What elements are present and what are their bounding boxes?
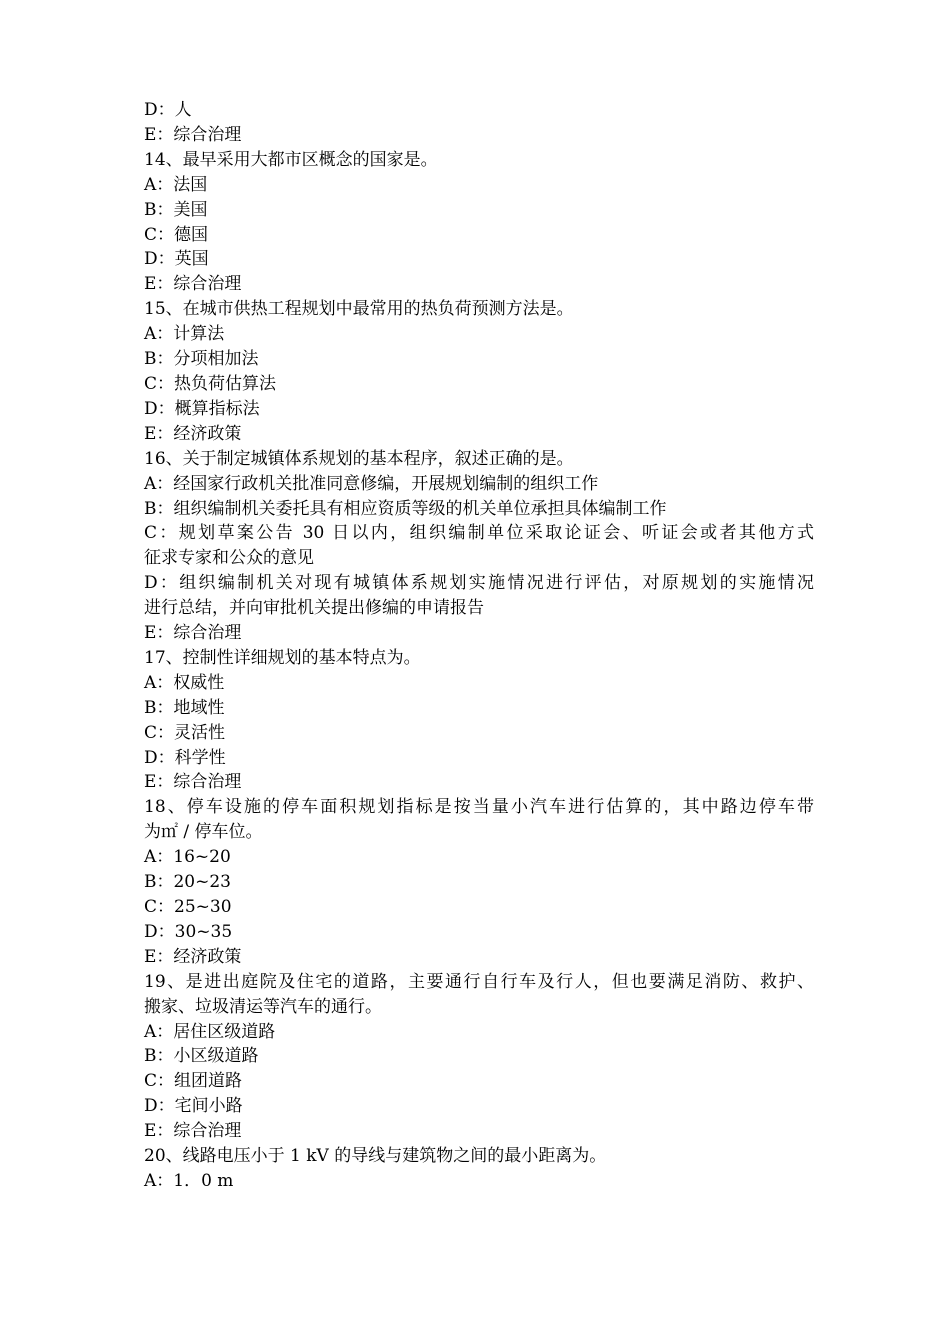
question-line: 17、控制性详细规划的基本特点为。 [144,647,421,668]
option-line: E：综合治理 [144,124,242,145]
option-line: B：分项相加法 [144,349,259,370]
option-line: C：热负荷估算法 [144,373,277,394]
question-line: 16、关于制定城镇体系规划的基本程序，叙述正确的是。 [144,448,574,469]
option-line: C：灵活性 [144,722,226,743]
option-line: A：法国 [144,174,208,195]
option-line: D：人 [144,100,192,120]
option-line: B：20~23 [144,872,232,893]
question-line-continued: 搬家、垃圾清运等汽车的通行。 [144,996,382,1017]
option-line: E：综合治理 [144,274,242,295]
option-line: A：计算法 [144,324,225,345]
option-line: A：居住区级道路 [144,1021,276,1042]
option-line: A：权威性 [144,672,225,693]
option-line: C：25~30 [144,897,232,917]
option-line: C：组团道路 [144,1071,243,1092]
option-line: D：概算指标法 [144,398,260,419]
option-line: C：德国 [144,224,209,245]
question-line: 18、停车设施的停车面积规划指标是按当量小汽车进行估算的，其中路边停车带 [144,797,814,818]
option-line: B：美国 [144,199,208,220]
question-line: 20、线路电压小于 1 kV 的导线与建筑物之间的最小距离为。 [144,1146,607,1167]
option-line: A：经国家行政机关批准同意修编，开展规划编制的组织工作 [144,473,599,494]
option-line: E：综合治理 [144,1121,242,1142]
option-line: D：宅间小路 [144,1096,243,1117]
option-line: C：规划草案公告 30 日以内，组织编制单位采取论证会、听证会或者其他方式 [144,523,814,544]
option-line: D：科学性 [144,747,226,768]
option-line-continued: 征求专家和公众的意见 [144,548,314,569]
option-line: A：16~20 [144,847,231,868]
option-line: D：组织编制机关对现有城镇体系规划实施情况进行评估，对原规划的实施情况 [144,573,814,594]
question-line: 15、在城市供热工程规划中最常用的热负荷预测方法是。 [144,299,574,320]
option-line: D：30~35 [144,921,233,942]
option-line: A：1．0 m [144,1170,234,1191]
option-line-continued: 进行总结，并向审批机关提出修编的申请报告 [144,598,484,619]
option-line: E：经济政策 [144,946,242,967]
question-line: 19、是进出庭院及住宅的道路，主要通行自行车及行人，但也要满足消防、救护、 [144,971,814,992]
option-line: B：组织编制机关委托具有相应资质等级的机关单位承担具体编制工作 [144,498,667,519]
option-line: E：综合治理 [144,772,242,793]
option-line: B：地域性 [144,697,225,718]
question-line: 14、最早采用大都市区概念的国家是。 [144,149,438,170]
option-line: E：经济政策 [144,423,242,444]
option-line: D：英国 [144,249,209,270]
option-line: E：综合治理 [144,623,242,644]
document-body [144,98,814,1194]
option-line: B：小区级道路 [144,1046,259,1067]
question-line-continued: 为㎡ / 停车位。 [144,822,263,843]
